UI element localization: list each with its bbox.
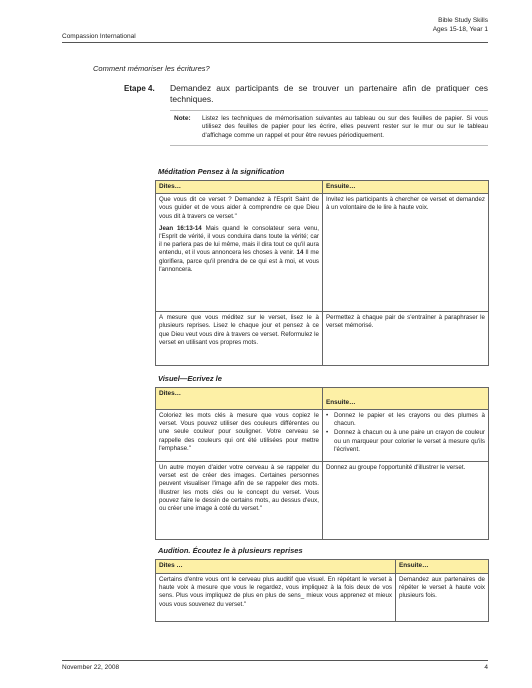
table-header-row: [156, 181, 489, 194]
table-visuel: [155, 387, 489, 540]
cell-ensuite: Donnez au groupe l'opportunité d'illustrer le verset.: [323, 462, 489, 540]
step-text: Demandez aux participants de se trouver un partenaire afin de pratiquer ces techniques.: [170, 83, 488, 104]
column-header-ensuite: Ensuite…: [396, 560, 489, 574]
verse-number: 14: [296, 249, 304, 257]
section-title-meditation: Méditation Pensez à la signification: [158, 167, 285, 176]
column-header-ensuite: Ensuite…: [323, 181, 489, 194]
step-label: Etape 4.: [124, 84, 155, 93]
section-title-visuel: Visuel—Ecrivez le: [158, 374, 222, 383]
table-header-row: [156, 560, 489, 574]
table-header-row: [156, 388, 489, 410]
table-row: [156, 312, 489, 366]
cell-ensuite: Permettez à chaque pair de s'entraîner à paraphraser le verset mémorisé.: [323, 312, 489, 366]
cell-ensuite: Invitez les participants à chercher ce verset et demandez à un volontaire de le lire à haute voix.: [323, 194, 489, 312]
note-box: [170, 110, 488, 146]
bullet-icon: •: [326, 429, 329, 437]
table-row: [156, 462, 489, 540]
cell-text: Que vous dit ce verset ? Demandez à l'Esprit Saint de vous guider et de vous aider à comprendre ce que Dieu vous dit à travers ce verset.": [159, 196, 319, 220]
column-header-ensuite: Ensuite…: [323, 388, 489, 410]
scripture-reference: Jean 16:13-14: [159, 224, 202, 232]
section-title-audition: Audition. Écoutez le à plusieurs reprises: [158, 546, 303, 555]
cell-ensuite: [323, 410, 489, 462]
bullet-icon: •: [326, 412, 329, 419]
question-heading: Comment mémoriser les écritures?: [93, 64, 210, 73]
table-row: [156, 194, 489, 312]
cell-dites: Certains d'entre vous ont le cerveau plus auditif que visuel. En répétant le verset à haute voix à mesure que vous le regardez, vous impliquez à la fois deux de vos sens. Plus vous impliquez de plus en plus de sens_ mieux vous apprenez et mieux vous vous souvenez du verset.": [156, 574, 396, 622]
header-organization: Compassion International: [62, 33, 136, 40]
header-subtitle: Ages 15-18, Year 1: [432, 25, 488, 33]
page-number: 4: [484, 664, 488, 671]
page-header: [62, 17, 488, 43]
header-title-block: [433, 17, 488, 34]
bullet-list: [326, 412, 485, 454]
scripture-passage: [159, 225, 319, 274]
column-header-dites: Dites…: [156, 181, 323, 194]
cell-dites: [156, 194, 323, 312]
cell-dites: Coloriez les mots clés à mesure que vous copiez le verset. Vous pouvez utiliser des couleurs différentes ou une seule couleur pour souligner. Votre cerveau se rappelle des couleurs qui ont été utilisées pour mettre l'emphase.": [156, 410, 323, 462]
footer-date: November 22, 2008: [62, 664, 120, 671]
table-meditation: [155, 180, 489, 366]
table-row: [156, 574, 489, 622]
table-audition: [155, 559, 489, 622]
cell-dites: Un autre moyen d'aider votre cerveau à se rappeler du verset est de créer des images. Certaines personnes peuvent visualiser l'image afin de se rappeler des mots. Illustrer les mots clés ou le concept du verset. Vous pouvez faire le dessin de certains mots, au dessus d'eux, ou créer une image à coté du verset.": [156, 462, 323, 540]
column-header-dites: Dites…: [156, 388, 323, 410]
scripture-text-continued: Il me glorifiera, parce qu'il prendra de ce qui est à moi, et vous l'annoncera.: [159, 249, 319, 273]
page-footer: [62, 660, 488, 671]
list-item: • Donnez le papier et les crayons ou des plumes à chacun.: [326, 412, 485, 428]
list-item: • Donnez à chacun ou à une paire un crayon de couleur ou un marqueur pour colorier le verset à mesure qu'ils l'écrivent.: [326, 429, 485, 453]
cell-ensuite: Demandez aux partenaires de répéter le verset à haute voix plusieurs fois.: [396, 574, 489, 622]
cell-dites: A mesure que vous méditez sur le verset, lisez le à plusieurs reprises. Lisez le chaque jour et pensez à ce que Dieu veut vous dire à travers ce verset. Reformulez le verset en utilisant vos propres mots.: [156, 312, 323, 366]
scripture-text: Mais quand le consolateur sera venu, l'Esprit de vérité, il vous conduira dans toute la vérité; car il ne parlera pas de lui même, mais il dira tout ce qu'il aura entendu, et il vous annoncera les choses à venir.: [159, 224, 319, 257]
note-text: Listez les techniques de mémorisation suivantes au tableau ou sur des feuilles de papier. Si vous utilisez des feuilles de papier pour les écrire, elles peuvent rester sur le mur ou sur le tableau d'affichage comme un rappel et pour être revues périodiquement.: [202, 115, 488, 139]
header-title: Bible Study Skills: [438, 17, 488, 24]
table-row: [156, 410, 489, 462]
column-header-dites: Dites …: [156, 560, 396, 574]
note-label: Note:: [174, 115, 191, 122]
